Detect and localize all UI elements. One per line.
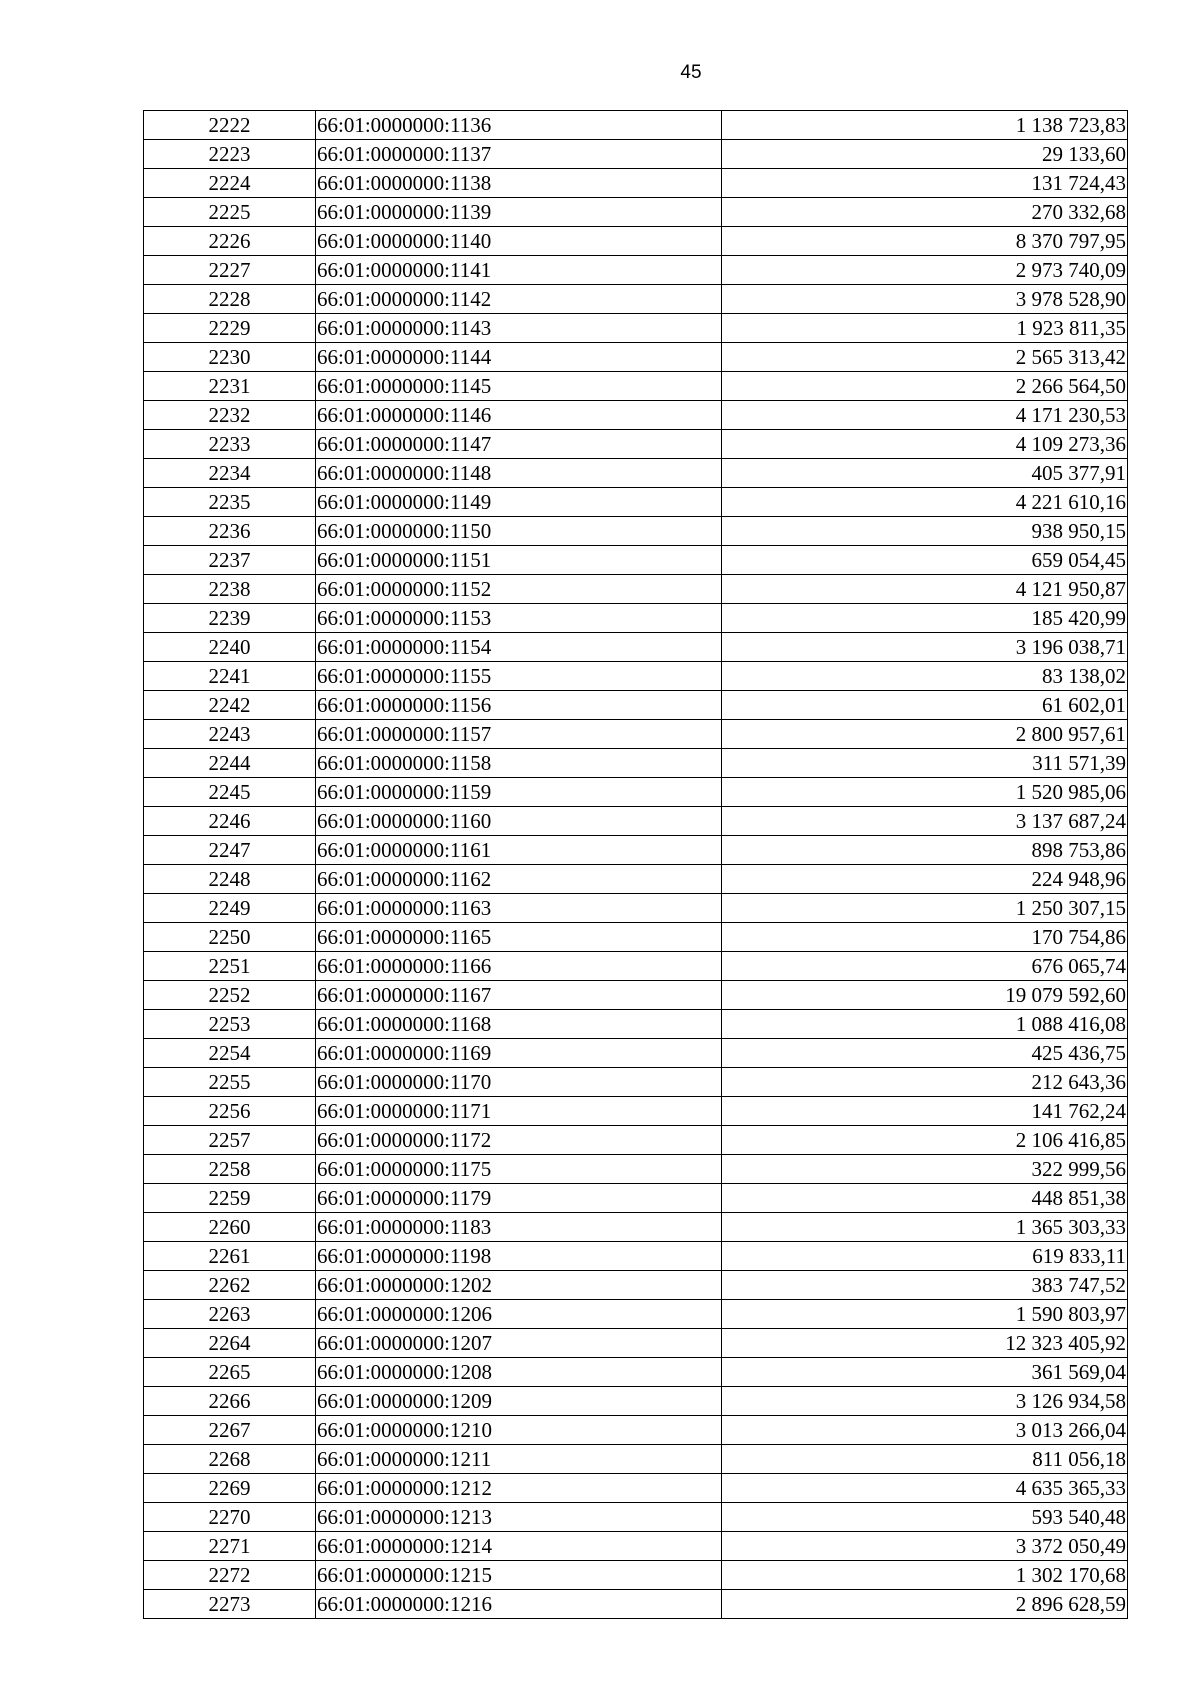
cadastral-number-cell: 66:01:0000000:1165	[316, 923, 722, 952]
table-row	[144, 662, 1128, 691]
cadastral-value-cell: 4 171 230,53	[722, 401, 1128, 430]
row-number-cell: 2237	[144, 546, 316, 575]
table-row	[144, 1184, 1128, 1213]
cadastral-value-table-container	[143, 110, 1128, 1619]
table-row	[144, 1242, 1128, 1271]
cadastral-value-cell: 898 753,86	[722, 836, 1128, 865]
row-number-cell: 2254	[144, 1039, 316, 1068]
cadastral-number-cell: 66:01:0000000:1154	[316, 633, 722, 662]
table-row	[144, 198, 1128, 227]
row-number-cell: 2229	[144, 314, 316, 343]
table-row	[144, 981, 1128, 1010]
row-number-cell: 2226	[144, 227, 316, 256]
table-row	[144, 952, 1128, 981]
table-row	[144, 1503, 1128, 1532]
cadastral-number-cell: 66:01:0000000:1151	[316, 546, 722, 575]
table-row	[144, 836, 1128, 865]
cadastral-value-cell: 224 948,96	[722, 865, 1128, 894]
table-row	[144, 604, 1128, 633]
row-number-cell: 2225	[144, 198, 316, 227]
cadastral-value-cell: 383 747,52	[722, 1271, 1128, 1300]
row-number-cell: 2251	[144, 952, 316, 981]
row-number-cell: 2242	[144, 691, 316, 720]
table-row	[144, 575, 1128, 604]
row-number-cell: 2231	[144, 372, 316, 401]
table-row	[144, 1300, 1128, 1329]
cadastral-value-cell: 131 724,43	[722, 169, 1128, 198]
row-number-cell: 2250	[144, 923, 316, 952]
table-row	[144, 401, 1128, 430]
row-number-cell: 2256	[144, 1097, 316, 1126]
table-row	[144, 517, 1128, 546]
cadastral-value-cell: 3 372 050,49	[722, 1532, 1128, 1561]
cadastral-number-cell: 66:01:0000000:1215	[316, 1561, 722, 1590]
page-number: 45	[680, 62, 702, 83]
cadastral-number-cell: 66:01:0000000:1150	[316, 517, 722, 546]
row-number-cell: 2236	[144, 517, 316, 546]
cadastral-number-cell: 66:01:0000000:1166	[316, 952, 722, 981]
table-row	[144, 749, 1128, 778]
table-row	[144, 372, 1128, 401]
cadastral-number-cell: 66:01:0000000:1157	[316, 720, 722, 749]
row-number-cell: 2228	[144, 285, 316, 314]
row-number-cell: 2271	[144, 1532, 316, 1561]
cadastral-value-cell: 405 377,91	[722, 459, 1128, 488]
table-row	[144, 1126, 1128, 1155]
table-row	[144, 1155, 1128, 1184]
row-number-cell: 2263	[144, 1300, 316, 1329]
table-row	[144, 894, 1128, 923]
cadastral-number-cell: 66:01:0000000:1143	[316, 314, 722, 343]
cadastral-number-cell: 66:01:0000000:1153	[316, 604, 722, 633]
cadastral-value-cell: 3 137 687,24	[722, 807, 1128, 836]
cadastral-value-cell: 425 436,75	[722, 1039, 1128, 1068]
row-number-cell: 2224	[144, 169, 316, 198]
cadastral-value-cell: 4 221 610,16	[722, 488, 1128, 517]
row-number-cell: 2243	[144, 720, 316, 749]
cadastral-number-cell: 66:01:0000000:1145	[316, 372, 722, 401]
table-row	[144, 430, 1128, 459]
cadastral-value-cell: 659 054,45	[722, 546, 1128, 575]
cadastral-number-cell: 66:01:0000000:1142	[316, 285, 722, 314]
cadastral-value-cell: 2 565 313,42	[722, 343, 1128, 372]
cadastral-value-cell: 3 978 528,90	[722, 285, 1128, 314]
table-row	[144, 778, 1128, 807]
cadastral-number-cell: 66:01:0000000:1141	[316, 256, 722, 285]
row-number-cell: 2234	[144, 459, 316, 488]
cadastral-number-cell: 66:01:0000000:1144	[316, 343, 722, 372]
row-number-cell: 2223	[144, 140, 316, 169]
table-row	[144, 111, 1128, 140]
cadastral-value-cell: 1 302 170,68	[722, 1561, 1128, 1590]
row-number-cell: 2248	[144, 865, 316, 894]
row-number-cell: 2240	[144, 633, 316, 662]
row-number-cell: 2262	[144, 1271, 316, 1300]
table-row	[144, 923, 1128, 952]
cadastral-number-cell: 66:01:0000000:1163	[316, 894, 722, 923]
table-row	[144, 1416, 1128, 1445]
cadastral-value-cell: 1 365 303,33	[722, 1213, 1128, 1242]
cadastral-value-cell: 2 266 564,50	[722, 372, 1128, 401]
table-row	[144, 1068, 1128, 1097]
table-row	[144, 1474, 1128, 1503]
row-number-cell: 2273	[144, 1590, 316, 1619]
cadastral-value-cell: 361 569,04	[722, 1358, 1128, 1387]
cadastral-number-cell: 66:01:0000000:1155	[316, 662, 722, 691]
table-row	[144, 546, 1128, 575]
cadastral-number-cell: 66:01:0000000:1210	[316, 1416, 722, 1445]
row-number-cell: 2239	[144, 604, 316, 633]
cadastral-number-cell: 66:01:0000000:1212	[316, 1474, 722, 1503]
cadastral-value-cell: 170 754,86	[722, 923, 1128, 952]
table-row	[144, 227, 1128, 256]
cadastral-value-cell: 1 520 985,06	[722, 778, 1128, 807]
row-number-cell: 2222	[144, 111, 316, 140]
cadastral-number-cell: 66:01:0000000:1175	[316, 1155, 722, 1184]
table-row	[144, 691, 1128, 720]
cadastral-number-cell: 66:01:0000000:1211	[316, 1445, 722, 1474]
cadastral-value-cell: 1 088 416,08	[722, 1010, 1128, 1039]
row-number-cell: 2257	[144, 1126, 316, 1155]
cadastral-number-cell: 66:01:0000000:1161	[316, 836, 722, 865]
cadastral-number-cell: 66:01:0000000:1183	[316, 1213, 722, 1242]
cadastral-value-cell: 311 571,39	[722, 749, 1128, 778]
cadastral-value-cell: 29 133,60	[722, 140, 1128, 169]
cadastral-value-cell: 83 138,02	[722, 662, 1128, 691]
cadastral-value-cell: 3 126 934,58	[722, 1387, 1128, 1416]
cadastral-number-cell: 66:01:0000000:1162	[316, 865, 722, 894]
cadastral-value-cell: 811 056,18	[722, 1445, 1128, 1474]
cadastral-number-cell: 66:01:0000000:1209	[316, 1387, 722, 1416]
cadastral-value-cell: 19 079 592,60	[722, 981, 1128, 1010]
row-number-cell: 2232	[144, 401, 316, 430]
table-row	[144, 1329, 1128, 1358]
cadastral-value-cell: 938 950,15	[722, 517, 1128, 546]
row-number-cell: 2259	[144, 1184, 316, 1213]
cadastral-number-cell: 66:01:0000000:1206	[316, 1300, 722, 1329]
cadastral-value-cell: 322 999,56	[722, 1155, 1128, 1184]
row-number-cell: 2270	[144, 1503, 316, 1532]
row-number-cell: 2230	[144, 343, 316, 372]
table-row	[144, 1532, 1128, 1561]
cadastral-number-cell: 66:01:0000000:1179	[316, 1184, 722, 1213]
cadastral-number-cell: 66:01:0000000:1138	[316, 169, 722, 198]
table-row	[144, 1097, 1128, 1126]
table-row	[144, 488, 1128, 517]
cadastral-number-cell: 66:01:0000000:1158	[316, 749, 722, 778]
cadastral-number-cell: 66:01:0000000:1208	[316, 1358, 722, 1387]
cadastral-number-cell: 66:01:0000000:1140	[316, 227, 722, 256]
table-row	[144, 1445, 1128, 1474]
cadastral-value-cell: 4 121 950,87	[722, 575, 1128, 604]
cadastral-value-cell: 4 635 365,33	[722, 1474, 1128, 1503]
table-row	[144, 256, 1128, 285]
cadastral-number-cell: 66:01:0000000:1159	[316, 778, 722, 807]
cadastral-value-cell: 593 540,48	[722, 1503, 1128, 1532]
cadastral-number-cell: 66:01:0000000:1216	[316, 1590, 722, 1619]
cadastral-number-cell: 66:01:0000000:1170	[316, 1068, 722, 1097]
cadastral-number-cell: 66:01:0000000:1149	[316, 488, 722, 517]
cadastral-value-cell: 676 065,74	[722, 952, 1128, 981]
table-row	[144, 1010, 1128, 1039]
row-number-cell: 2265	[144, 1358, 316, 1387]
cadastral-number-cell: 66:01:0000000:1148	[316, 459, 722, 488]
cadastral-number-cell: 66:01:0000000:1147	[316, 430, 722, 459]
cadastral-number-cell: 66:01:0000000:1137	[316, 140, 722, 169]
row-number-cell: 2261	[144, 1242, 316, 1271]
cadastral-number-cell: 66:01:0000000:1160	[316, 807, 722, 836]
cadastral-number-cell: 66:01:0000000:1139	[316, 198, 722, 227]
table-row	[144, 169, 1128, 198]
row-number-cell: 2252	[144, 981, 316, 1010]
row-number-cell: 2266	[144, 1387, 316, 1416]
table-row	[144, 720, 1128, 749]
cadastral-value-cell: 2 973 740,09	[722, 256, 1128, 285]
cadastral-number-cell: 66:01:0000000:1169	[316, 1039, 722, 1068]
cadastral-value-cell: 212 643,36	[722, 1068, 1128, 1097]
row-number-cell: 2249	[144, 894, 316, 923]
table-row	[144, 343, 1128, 372]
row-number-cell: 2258	[144, 1155, 316, 1184]
table-row	[144, 140, 1128, 169]
cadastral-number-cell: 66:01:0000000:1168	[316, 1010, 722, 1039]
cadastral-value-cell: 2 896 628,59	[722, 1590, 1128, 1619]
cadastral-value-cell: 1 250 307,15	[722, 894, 1128, 923]
cadastral-value-table	[143, 110, 1128, 1619]
cadastral-number-cell: 66:01:0000000:1172	[316, 1126, 722, 1155]
cadastral-value-cell: 2 800 957,61	[722, 720, 1128, 749]
table-row	[144, 1358, 1128, 1387]
table-row	[144, 1039, 1128, 1068]
cadastral-value-cell: 185 420,99	[722, 604, 1128, 633]
cadastral-number-cell: 66:01:0000000:1167	[316, 981, 722, 1010]
row-number-cell: 2267	[144, 1416, 316, 1445]
cadastral-value-cell: 448 851,38	[722, 1184, 1128, 1213]
row-number-cell: 2241	[144, 662, 316, 691]
cadastral-number-cell: 66:01:0000000:1171	[316, 1097, 722, 1126]
cadastral-number-cell: 66:01:0000000:1214	[316, 1532, 722, 1561]
table-row	[144, 1387, 1128, 1416]
table-row	[144, 807, 1128, 836]
row-number-cell: 2272	[144, 1561, 316, 1590]
row-number-cell: 2235	[144, 488, 316, 517]
table-row	[144, 1213, 1128, 1242]
row-number-cell: 2246	[144, 807, 316, 836]
cadastral-value-cell: 3 196 038,71	[722, 633, 1128, 662]
cadastral-value-cell: 1 923 811,35	[722, 314, 1128, 343]
row-number-cell: 2253	[144, 1010, 316, 1039]
cadastral-value-cell: 619 833,11	[722, 1242, 1128, 1271]
table-row	[144, 633, 1128, 662]
table-row	[144, 1590, 1128, 1619]
cadastral-value-cell: 12 323 405,92	[722, 1329, 1128, 1358]
row-number-cell: 2245	[144, 778, 316, 807]
table-row	[144, 1271, 1128, 1300]
row-number-cell: 2227	[144, 256, 316, 285]
row-number-cell: 2255	[144, 1068, 316, 1097]
cadastral-number-cell: 66:01:0000000:1213	[316, 1503, 722, 1532]
cadastral-value-cell: 141 762,24	[722, 1097, 1128, 1126]
cadastral-number-cell: 66:01:0000000:1152	[316, 575, 722, 604]
cadastral-value-cell: 1 590 803,97	[722, 1300, 1128, 1329]
table-row	[144, 314, 1128, 343]
table-row	[144, 865, 1128, 894]
cadastral-number-cell: 66:01:0000000:1207	[316, 1329, 722, 1358]
row-number-cell: 2269	[144, 1474, 316, 1503]
table-row	[144, 459, 1128, 488]
table-row	[144, 285, 1128, 314]
cadastral-value-cell: 270 332,68	[722, 198, 1128, 227]
cadastral-value-cell: 2 106 416,85	[722, 1126, 1128, 1155]
row-number-cell: 2244	[144, 749, 316, 778]
cadastral-number-cell: 66:01:0000000:1156	[316, 691, 722, 720]
row-number-cell: 2238	[144, 575, 316, 604]
row-number-cell: 2247	[144, 836, 316, 865]
cadastral-number-cell: 66:01:0000000:1202	[316, 1271, 722, 1300]
cadastral-number-cell: 66:01:0000000:1136	[316, 111, 722, 140]
cadastral-number-cell: 66:01:0000000:1198	[316, 1242, 722, 1271]
cadastral-value-cell: 4 109 273,36	[722, 430, 1128, 459]
table-row	[144, 1561, 1128, 1590]
cadastral-value-cell: 3 013 266,04	[722, 1416, 1128, 1445]
row-number-cell: 2233	[144, 430, 316, 459]
table-body	[144, 111, 1128, 1619]
row-number-cell: 2264	[144, 1329, 316, 1358]
row-number-cell: 2268	[144, 1445, 316, 1474]
cadastral-value-cell: 8 370 797,95	[722, 227, 1128, 256]
cadastral-value-cell: 61 602,01	[722, 691, 1128, 720]
cadastral-value-cell: 1 138 723,83	[722, 111, 1128, 140]
row-number-cell: 2260	[144, 1213, 316, 1242]
cadastral-number-cell: 66:01:0000000:1146	[316, 401, 722, 430]
